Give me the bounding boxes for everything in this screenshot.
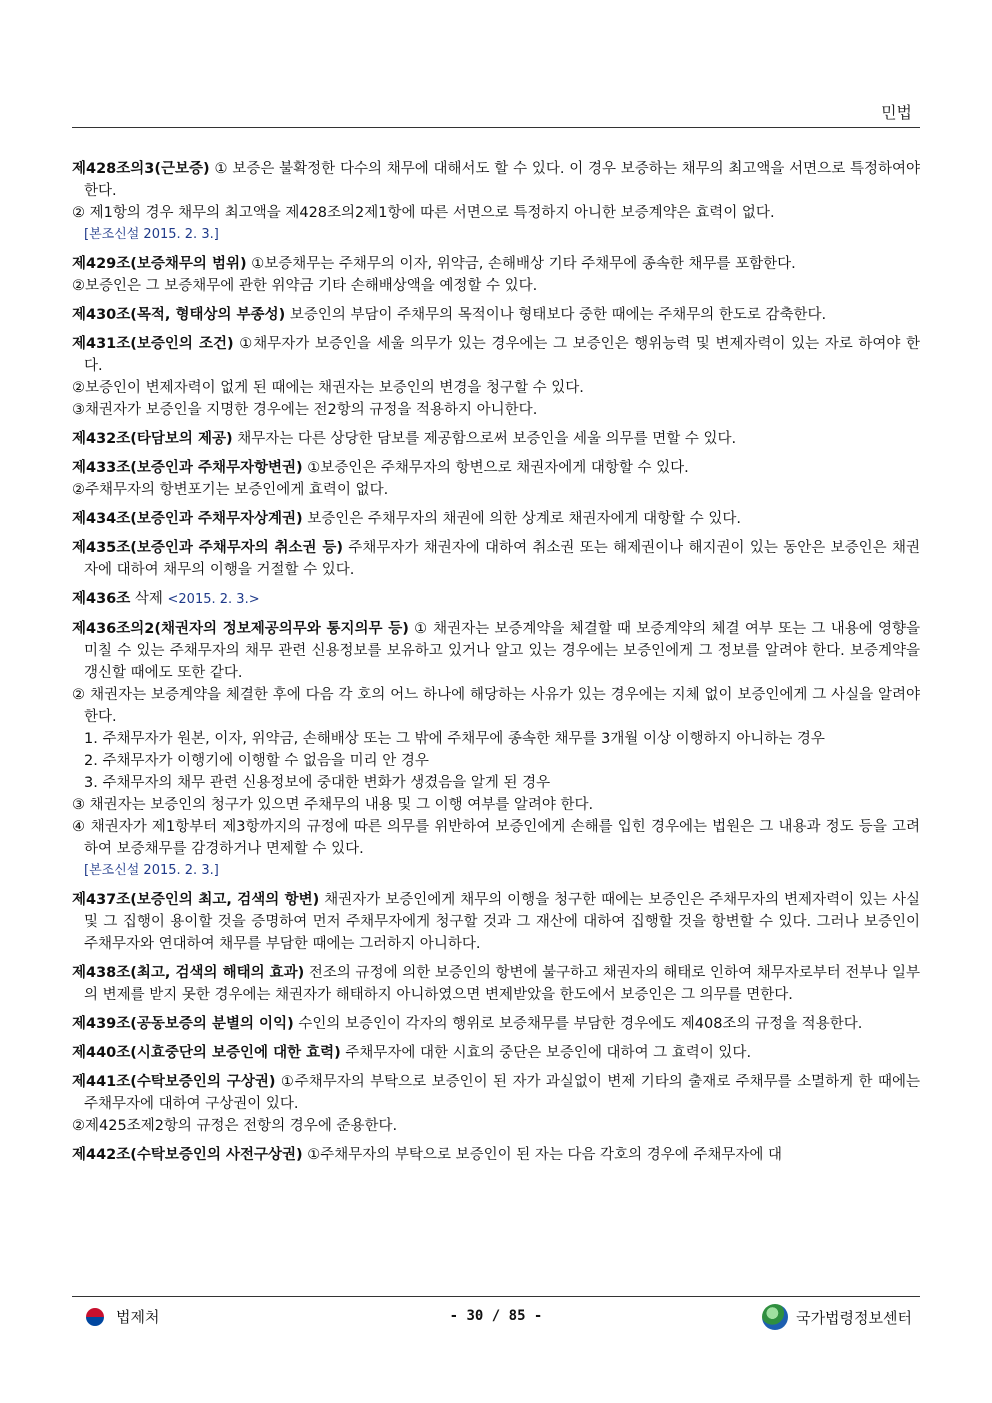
article-paragraph: ②보증인은 그 보증채무에 관한 위약금 기타 손해배상액을 예정할 수 있다. — [72, 278, 538, 294]
article — [72, 618, 920, 882]
article-paragraph: ①보증채무는 주채무의 이자, 위약금, 손해배상 기타 주채무에 종속한 채무를 포함한다. — [251, 256, 796, 272]
article — [72, 1071, 920, 1137]
article-heading: 제439조(공동보증의 분별의 이익) — [72, 1016, 294, 1032]
law-center-logo-icon — [762, 1304, 788, 1330]
article-paragraph: ①채무자가 보증인을 세울 의무가 있는 경우에는 그 보증인은 행위능력 및 변제자력이 있는 자로 하여야 한다. — [84, 336, 920, 374]
article-heading: 제441조(수탁보증인의 구상권) — [72, 1074, 276, 1090]
article-paragraph: 보증인의 부담이 주채무의 목적이나 형태보다 중한 때에는 주채무의 한도로 감축한다. — [289, 307, 827, 323]
article — [72, 889, 920, 955]
article-paragraph: ②보증인이 변제자력이 없게 된 때에는 채권자는 보증인의 변경을 청구할 수 있다. — [72, 380, 584, 396]
article-item: 2. 주채무자가 이행기에 이행할 수 없음을 미리 안 경우 — [84, 753, 429, 769]
article-heading: 제433조(보증인과 주채무자항변권) — [72, 460, 303, 476]
article-paragraph: 삭제 — [134, 591, 163, 607]
amendment-note: <2015. 2. 3.> — [167, 592, 260, 607]
law-text-body — [72, 158, 920, 1173]
article — [72, 304, 920, 326]
article-heading: 제434조(보증인과 주채무자상계권) — [72, 511, 303, 527]
footer-divider — [72, 1296, 920, 1297]
article-heading: 제435조(보증인과 주채무자의 취소권 등) — [72, 540, 343, 556]
article-paragraph: 채무자는 다른 상당한 담보를 제공함으로써 보증인을 세울 의무를 면할 수 있다. — [237, 431, 737, 447]
amendment-note: [본조신설 2015. 2. 3.] — [84, 863, 219, 878]
article-heading: 제436조의2(채권자의 정보제공의무와 통지의무 등) — [72, 621, 409, 637]
article-paragraph: ③채권자가 보증인을 지명한 경우에는 전2항의 규정을 적용하지 아니한다. — [72, 402, 538, 418]
article-paragraph: 전조의 규정에 의한 보증인의 항변에 불구하고 채권자의 해태로 인하여 채무자로부터 전부나 일부의 변제를 받지 못한 경우에는 채권자가 해태하지 아니하였으면 변제받았을 한도에서 보증인은 그 의무를 면한다. — [84, 965, 921, 1003]
article — [72, 537, 920, 581]
article-paragraph: ③ 채권자는 보증인의 청구가 있으면 주채무의 내용 및 그 이행 여부를 알려야 한다. — [72, 797, 594, 813]
article-item: 3. 주채무자의 채무 관련 신용정보에 중대한 변화가 생겼음을 알게 된 경우 — [84, 775, 551, 791]
article — [72, 1013, 920, 1035]
article-paragraph: ① 보증은 불확정한 다수의 채무에 대해서도 할 수 있다. 이 경우 보증하는 채무의 최고액을 서면으로 특정하여야 한다. — [84, 161, 921, 199]
footer-right-label: 국가법령정보센터 — [796, 1308, 912, 1327]
article-heading: 제429조(보증채무의 범위) — [72, 256, 247, 272]
article-heading: 제437조(보증인의 최고, 검색의 항변) — [72, 892, 320, 908]
article — [72, 428, 920, 450]
article-heading: 제430조(목적, 형태상의 부종성) — [72, 307, 286, 323]
article — [72, 333, 920, 421]
article — [72, 962, 920, 1006]
article-paragraph: ② 제1항의 경우 채무의 최고액을 제428조의2제1항에 따른 서면으로 특정하지 아니한 보증계약은 효력이 없다. — [72, 205, 775, 221]
footer-left-label: 법제처 — [116, 1308, 160, 1326]
article-paragraph: 수인의 보증인이 각자의 행위로 보증채무를 부담한 경우에도 제408조의 규정을 적용한다. — [298, 1016, 863, 1032]
article-paragraph: 보증인은 주채무자의 채권에 의한 상계로 채권자에게 대항할 수 있다. — [307, 511, 741, 527]
article-heading: 제438조(최고, 검색의 해태의 효과) — [72, 965, 305, 981]
article-paragraph: ①주채무자의 부탁으로 보증인이 된 자가 과실없이 변제 기타의 출재로 주채무를 소멸하게 한 때에는 주채무자에 대하여 구상권이 있다. — [84, 1074, 920, 1112]
header-divider — [72, 127, 920, 128]
article-paragraph: ② 채권자는 보증계약을 체결한 후에 다음 각 호의 어느 하나에 해당하는 사유가 있는 경우에는 지체 없이 보증인에게 그 사실을 알려야 한다. — [72, 687, 920, 725]
article-paragraph: 주채무자가 채권자에 대하여 취소권 또는 해제권이나 해지권이 있는 동안은 보증인은 채권자에 대하여 채무의 이행을 거절할 수 있다. — [84, 540, 920, 578]
amendment-note: [본조신설 2015. 2. 3.] — [84, 227, 219, 242]
article-heading: 제436조 — [72, 591, 131, 607]
article-paragraph: 채권자가 보증인에게 채무의 이행을 청구한 때에는 보증인은 주채무자의 변제자력이 있는 사실 및 그 집행이 용이할 것을 증명하여 먼저 주채무자에게 청구할 것과 그 재산에 대하여 집행할 것을 항변할 수 있다. 그러나 보증인이 주채무자와 연대하여 채무를 부담한 때에는 그러하지 아니하다. — [84, 892, 921, 952]
article-paragraph: ①보증인은 주채무자의 항변으로 채권자에게 대항할 수 있다. — [307, 460, 689, 476]
article-heading: 제428조의3(근보증) — [72, 161, 210, 177]
article-paragraph: ④ 채권자가 제1항부터 제3항까지의 규정에 따른 의무를 위반하여 보증인에게 손해를 입힌 경우에는 법원은 그 내용과 정도 등을 고려하여 보증채무를 감경하거나 면제할 수 있다. — [72, 819, 920, 857]
article — [72, 253, 920, 297]
article-heading: 제431조(보증인의 조건) — [72, 336, 234, 352]
article-paragraph: ①주채무자의 부탁으로 보증인이 된 자는 다음 각호의 경우에 주채무자에 대 — [307, 1147, 782, 1163]
article — [72, 1144, 920, 1166]
article — [72, 588, 920, 611]
article-paragraph: ① 채권자는 보증계약을 체결할 때 보증계약의 체결 여부 또는 그 내용에 영향을 미칠 수 있는 주채무자의 채무 관련 신용정보를 보유하고 있거나 알고 있는 경우에는 보증인에게 그 정보를 알려야 한다. 보증계약을 갱신할 때에도 또한 같다. — [84, 621, 921, 681]
page-footer — [72, 1304, 920, 1332]
article — [72, 508, 920, 530]
article — [72, 158, 920, 246]
page-number: - 30 / 85 - — [449, 1308, 543, 1324]
article-paragraph: ②제425조제2항의 규정은 전항의 경우에 준용한다. — [72, 1118, 398, 1134]
article-heading: 제440조(시효중단의 보증인에 대한 효력) — [72, 1045, 341, 1061]
article-paragraph: ②주채무자의 항변포기는 보증인에게 효력이 없다. — [72, 482, 389, 498]
article-heading: 제442조(수탁보증인의 사전구상권) — [72, 1147, 303, 1163]
article-item: 1. 주채무자가 원본, 이자, 위약금, 손해배상 또는 그 밖에 주채무에 종속한 채무를 3개월 이상 이행하지 아니하는 경우 — [84, 731, 825, 747]
article — [72, 457, 920, 501]
footer-source — [762, 1304, 912, 1330]
article — [72, 1042, 920, 1064]
document-header-title: 민법 — [881, 103, 912, 122]
article-heading: 제432조(타담보의 제공) — [72, 431, 233, 447]
article-paragraph: 주채무자에 대한 시효의 중단은 보증인에 대하여 그 효력이 있다. — [345, 1045, 752, 1061]
